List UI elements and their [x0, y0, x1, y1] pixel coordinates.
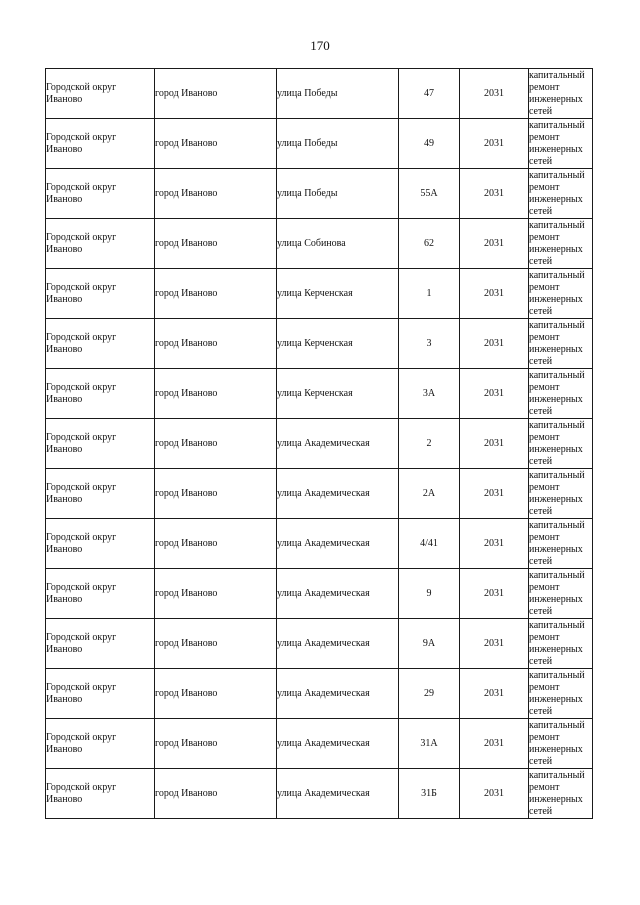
cell-district: Городской округ Иваново [46, 119, 155, 169]
cell-district: Городской округ Иваново [46, 319, 155, 369]
cell-street: улица Победы [277, 169, 399, 219]
cell-city: город Иваново [155, 619, 277, 669]
cell-city: город Иваново [155, 219, 277, 269]
cell-year: 2031 [460, 569, 529, 619]
cell-district: Городской округ Иваново [46, 369, 155, 419]
cell-city: город Иваново [155, 419, 277, 469]
cell-city: город Иваново [155, 469, 277, 519]
cell-work-type: капитальный ремонт инженерных сетей [529, 719, 593, 769]
cell-work-type: капитальный ремонт инженерных сетей [529, 69, 593, 119]
cell-city: город Иваново [155, 669, 277, 719]
cell-work-type: капитальный ремонт инженерных сетей [529, 269, 593, 319]
cell-house-number: 2А [399, 469, 460, 519]
table-row [46, 219, 593, 269]
cell-city: город Иваново [155, 269, 277, 319]
table-row [46, 569, 593, 619]
cell-house-number: 3А [399, 369, 460, 419]
cell-house-number: 62 [399, 219, 460, 269]
table-row [46, 419, 593, 469]
cell-work-type: капитальный ремонт инженерных сетей [529, 569, 593, 619]
cell-work-type: капитальный ремонт инженерных сетей [529, 219, 593, 269]
page-number: 170 [310, 38, 330, 53]
cell-city: город Иваново [155, 719, 277, 769]
cell-work-type: капитальный ремонт инженерных сетей [529, 419, 593, 469]
cell-house-number: 47 [399, 69, 460, 119]
cell-year: 2031 [460, 519, 529, 569]
cell-street: улица Академическая [277, 619, 399, 669]
cell-year: 2031 [460, 169, 529, 219]
cell-street: улица Керченская [277, 269, 399, 319]
repair-schedule-table [45, 68, 593, 819]
table-row [46, 769, 593, 819]
cell-district: Городской округ Иваново [46, 419, 155, 469]
cell-house-number: 49 [399, 119, 460, 169]
cell-city: город Иваново [155, 569, 277, 619]
table-row [46, 119, 593, 169]
table-row [46, 169, 593, 219]
cell-district: Городской округ Иваново [46, 569, 155, 619]
cell-city: город Иваново [155, 119, 277, 169]
cell-work-type: капитальный ремонт инженерных сетей [529, 769, 593, 819]
cell-street: улица Академическая [277, 419, 399, 469]
cell-district: Городской округ Иваново [46, 69, 155, 119]
cell-house-number: 4/41 [399, 519, 460, 569]
table-row [46, 469, 593, 519]
table-row [46, 269, 593, 319]
table-row [46, 369, 593, 419]
cell-district: Городской округ Иваново [46, 619, 155, 669]
cell-street: улица Академическая [277, 469, 399, 519]
cell-street: улица Победы [277, 119, 399, 169]
cell-year: 2031 [460, 269, 529, 319]
table-row [46, 519, 593, 569]
cell-street: улица Академическая [277, 769, 399, 819]
cell-year: 2031 [460, 619, 529, 669]
cell-district: Городской округ Иваново [46, 169, 155, 219]
cell-street: улица Академическая [277, 669, 399, 719]
cell-house-number: 2 [399, 419, 460, 469]
cell-house-number: 55А [399, 169, 460, 219]
table-row [46, 69, 593, 119]
cell-house-number: 3 [399, 319, 460, 369]
cell-year: 2031 [460, 219, 529, 269]
table-row [46, 719, 593, 769]
cell-city: город Иваново [155, 69, 277, 119]
cell-work-type: капитальный ремонт инженерных сетей [529, 119, 593, 169]
cell-house-number: 29 [399, 669, 460, 719]
cell-district: Городской округ Иваново [46, 519, 155, 569]
table-row [46, 669, 593, 719]
table-row [46, 619, 593, 669]
cell-house-number: 9А [399, 619, 460, 669]
cell-house-number: 9 [399, 569, 460, 619]
cell-city: город Иваново [155, 369, 277, 419]
cell-year: 2031 [460, 369, 529, 419]
cell-year: 2031 [460, 769, 529, 819]
cell-street: улица Собинова [277, 219, 399, 269]
cell-street: улица Академическая [277, 569, 399, 619]
cell-house-number: 1 [399, 269, 460, 319]
cell-city: город Иваново [155, 319, 277, 369]
cell-city: город Иваново [155, 169, 277, 219]
cell-work-type: капитальный ремонт инженерных сетей [529, 619, 593, 669]
table-body [46, 69, 593, 819]
cell-district: Городской округ Иваново [46, 269, 155, 319]
cell-street: улица Керченская [277, 369, 399, 419]
cell-year: 2031 [460, 719, 529, 769]
cell-city: город Иваново [155, 769, 277, 819]
cell-year: 2031 [460, 419, 529, 469]
cell-street: улица Керченская [277, 319, 399, 369]
cell-year: 2031 [460, 469, 529, 519]
cell-district: Городской округ Иваново [46, 219, 155, 269]
cell-house-number: 31А [399, 719, 460, 769]
cell-street: улица Победы [277, 69, 399, 119]
cell-work-type: капитальный ремонт инженерных сетей [529, 319, 593, 369]
cell-work-type: капитальный ремонт инженерных сетей [529, 369, 593, 419]
table-row [46, 319, 593, 369]
cell-work-type: капитальный ремонт инженерных сетей [529, 469, 593, 519]
cell-city: город Иваново [155, 519, 277, 569]
cell-year: 2031 [460, 69, 529, 119]
cell-district: Городской округ Иваново [46, 669, 155, 719]
cell-district: Городской округ Иваново [46, 469, 155, 519]
cell-work-type: капитальный ремонт инженерных сетей [529, 669, 593, 719]
cell-year: 2031 [460, 669, 529, 719]
cell-work-type: капитальный ремонт инженерных сетей [529, 519, 593, 569]
cell-district: Городской округ Иваново [46, 769, 155, 819]
cell-house-number: 31Б [399, 769, 460, 819]
cell-year: 2031 [460, 319, 529, 369]
cell-district: Городской округ Иваново [46, 719, 155, 769]
cell-street: улица Академическая [277, 519, 399, 569]
cell-year: 2031 [460, 119, 529, 169]
cell-street: улица Академическая [277, 719, 399, 769]
cell-work-type: капитальный ремонт инженерных сетей [529, 169, 593, 219]
